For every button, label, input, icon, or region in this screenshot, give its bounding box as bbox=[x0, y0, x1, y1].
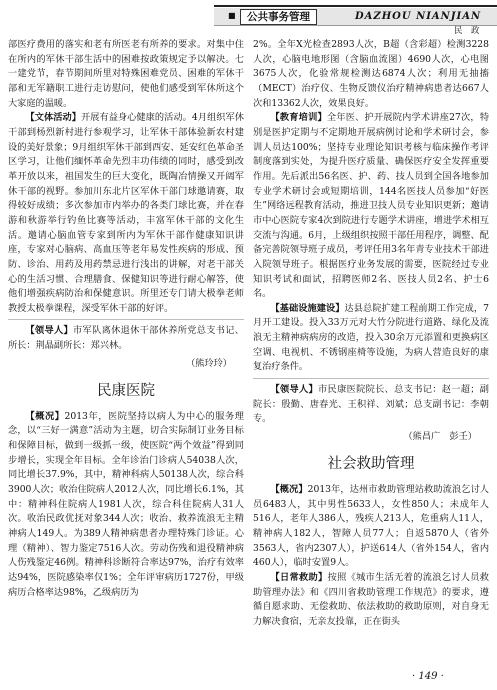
paragraph-hospital-stats: 2%。全年X光检查2893人次，B超（含彩超）检测3228人次，心脑电地形图（含脑血流图）4690人次，心电图3675人次，化验常规检测达6874人次；利用无抽搐（MECT）治疗仪、生物反馈仪治疗精神病患者达667人次和13362人次，效果良好。 bbox=[253, 39, 489, 109]
heading-social-assistance: 社会救助管理 bbox=[327, 456, 415, 473]
tag-leaders-1: 【领导人】 bbox=[25, 325, 74, 337]
paragraph-daily-assistance bbox=[253, 571, 489, 630]
divider bbox=[253, 378, 489, 379]
left-column bbox=[8, 38, 244, 600]
heading-minkang-hospital: 民康医院 bbox=[97, 382, 155, 399]
paragraph-hospital-overview bbox=[8, 410, 244, 601]
page-number: · 149 · bbox=[412, 671, 444, 682]
divider bbox=[8, 319, 244, 320]
text-leaders-2: 市民康医院院长、总支书记：赵一超；副院长：殷勤、唐春光、王积祥、刘斌；总支副书记：李朝专。 bbox=[253, 384, 489, 425]
tag-daily-assistance: 【日常救助】 bbox=[270, 572, 328, 583]
paragraph-leaders-2 bbox=[253, 383, 489, 427]
right-column bbox=[253, 38, 489, 630]
paragraph-leaders-1 bbox=[8, 324, 244, 353]
tag-training: 【教育培训】 bbox=[270, 112, 327, 124]
section-mark-icon: ■ bbox=[228, 11, 236, 20]
text-activities: 开展有益身心健康的活动。4月组织军休干部到杨烈新村进行参观学习，让军休干部体验新农村建设的美好景象；9月组织军休干部到西安、延安红色革命圣区学习，让他们缅怀革命先烈丰功伟绩的同时，感受到改革开放以来，祖国发生的巨大变化，既陶冶情操又开阔军休干部的视野。参加川东北片区军休干部门球邀请赛，取得较好成绩；多次参加市内举办的各类门球比赛，并在春游和秋游举行钓鱼比赛等活动，丰富军休干部的文化生活。邀请心脑血管专家到所内为军休干部作健康知识讲座，专家对心脑病、高血压等老年易发性疾病的形成、预防、诊治、用药及用药禁忌进行浅出的讲解，对老干部关心的生活习惯、合理膳食、保健知识等进行耐心解答，使他们增强疾病防治和保健意识。所里还专门请大极拳老师教授太极拳课程，深受军休干部的好评。 bbox=[8, 112, 244, 314]
chapter-label: 民 政 bbox=[454, 26, 480, 36]
text-leaders-1: 市军队离休退休干部休养所党总支书记、所长：荆晶副所长：郑兴林。 bbox=[8, 325, 244, 352]
yearbook-title: DAZHOU NIANJIAN bbox=[355, 11, 482, 22]
tag-leaders-2: 【领导人】 bbox=[270, 384, 319, 396]
text-daily-assistance: 按照《城市生活无着的流浪乞讨人员救助管理办法》和《四川省救助管理工作规范》的要求，遵循自愿求助、无偿救助、依法救助的救助原则，对自身无力解决食宿，无亲友投靠，正在街头 bbox=[253, 572, 489, 627]
running-header bbox=[0, 0, 497, 40]
paragraph-infrastructure bbox=[253, 302, 489, 375]
text-overview-1: 2013年，医院坚持以病人为中心的服务理念，以“三好一满意”活动为主题，切合实际制订业务目标和保障目标，做到一级抓一级，使医院“两个效益”得到同步增长，实现全年目标。全年诊治门诊病人54038人次，同比增长37.9%，其中，精神科病人50138人次，综合科3900人次；收治住院病人2012人次，同比增长6.1%，其中：精神科住院病人1981人次，综合科住院病人31人次。收治民政优抚对象344人次；收治、救养流浪无主精神病人149人。为389人精神病患者办理特殊门诊证。心理（精神）、智力鉴定7516人次。劳动伤残和退役精神病人伤残鉴定46例。精神科诊断符合率达97%，治疗有效率达94%，医院感染率仅1%；全年评审病历1727份，甲级病历合格率达98%，乙级病历为 bbox=[8, 410, 244, 598]
tag-activities: 【文体活动】 bbox=[25, 112, 81, 124]
paragraph-assistance-overview bbox=[253, 483, 489, 571]
author-credit-1: （熊玲玲） bbox=[186, 357, 232, 369]
paragraph-welfare: 部医疗费用的落实和老有所医老有所养的要求。对集中住在所内的军休干部生活中的困难按政策规定予以解决。七一建党节，春节期间所里对特殊困难党员、困难的军休干部和无军籍职工进行走访慰问，使他们感受到军休所这个大家庭的温暖。 bbox=[8, 39, 244, 109]
text-overview-2: 2013年，达州市救助管理站救助流浪乞讨人员6483人，其中男性5633人，女性850人；未成年人516人，老年人386人，残疾人213人，危重病人11人，精神病人182人，智障人员77人；自返5870人（省外3563人，省内2307人），护送614人（省外154人，省内460人），临时安置9人。 bbox=[253, 484, 489, 569]
text-training: 全年医、护开展院内学术讲座27次，特别是医护定期与不定期地开展病例讨论和学术研讨会，参训人员达100%；坚持专业理论知识考核与临床操作考评制度落到实处，为提升医疗质量、确保医疗安全发挥重要作用。先后派出56名医、护、药、技人员到全国各地参加专业学术研讨会或短期培训，144名医技人员参加“好医生”网络远程教育活动，推进卫技人员专业知识更新；邀请市中心医院专家4次到院进行专题学术讲座，增进学术相互交流与沟通。6月，上级组织按照干部任用程序，调整、配备完善院领导班子成员，考评任用3名年青专业技术干部进入院领导班子。根据医疗业务发展的需要，医院经过专业知识考试和面试，招聘医师2名、医技人员2名、护士6名。 bbox=[253, 112, 490, 300]
tag-infrastructure: 【基础设施建设】 bbox=[270, 302, 345, 314]
tag-overview-2: 【概况】 bbox=[270, 484, 308, 496]
section-title: 公共事务管理 bbox=[240, 9, 317, 25]
author-credit-2: （熊昌广 彭壬） bbox=[403, 431, 477, 443]
paragraph-activities bbox=[8, 111, 244, 316]
paragraph-training bbox=[253, 111, 489, 302]
tag-overview-1: 【概况】 bbox=[25, 410, 65, 422]
header-top-rule bbox=[214, 5, 497, 7]
text-infrastructure: 达县总院扩建工程前期工作完成，7月开工建设。投入33万元对大竹分院进行道路、绿化及流浪无主精神病病房的改造，投入30余万元添置和更换病区空调、电视机、不锈钢座椅等设施，为病人营造良好的康复治疗条件。 bbox=[253, 302, 489, 373]
